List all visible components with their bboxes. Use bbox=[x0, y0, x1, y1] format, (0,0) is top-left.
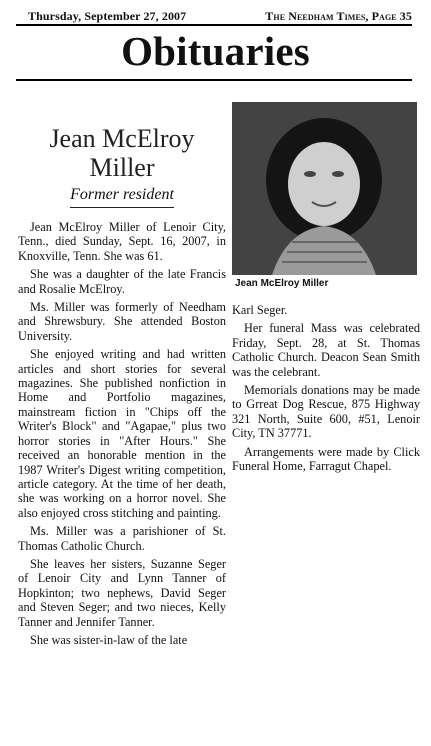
paragraph-continuation: Karl Seger. bbox=[232, 303, 288, 317]
obituary-column-right bbox=[232, 303, 420, 523]
portrait-image bbox=[232, 102, 417, 275]
paragraph: Memorials donations may be made to Grreat Dog Rescue, 875 Highway 321 North, Suite 600, #51, Lenoir City, TN 37771. bbox=[232, 383, 420, 441]
masthead-rule bbox=[16, 24, 412, 26]
paragraph: She leaves her sisters, Suzanne Seger of Lenoir City and Lynn Tanner of Hopkinton; two nephews, David Seger and Steven Seger; and two nieces, Kelly Tanner and Jennifer Tanner. bbox=[18, 556, 226, 629]
paragraph: Ms. Miller was formerly of Needham and Shrewsbury. She attended Boston University. bbox=[18, 300, 226, 343]
paper-name-page: The Needham Times, Page 35 bbox=[265, 9, 412, 23]
masthead bbox=[28, 9, 412, 23]
paragraph: Arrangements were made by Click Funeral Home, Farragut Chapel. bbox=[232, 444, 420, 474]
headline-line-1: Jean McElroy bbox=[49, 124, 195, 153]
paragraph: Ms. Miller was a parishioner of St. Thomas Catholic Church. bbox=[18, 524, 226, 553]
subtitle-rule bbox=[70, 207, 174, 208]
paragraph: She was a daughter of the late Francis and Rosalie McElroy. bbox=[18, 267, 226, 296]
obituary-headline bbox=[18, 124, 226, 182]
paragraph: Jean McElroy Miller of Lenoir City, Tenn., died Sunday, Sept. 16, 2007, in Knoxville, Tenn. She was 61. bbox=[18, 220, 226, 263]
photo-caption: Jean McElroy Miller bbox=[235, 278, 329, 289]
obituary-column-left bbox=[18, 220, 226, 746]
obituary-subtitle: Former resident bbox=[70, 186, 174, 203]
paragraph: She enjoyed writing and had written articles and short stories for several magazines. She published nonfiction in Home and Portfolio magazines, mainstream fiction in "Chips off the Writer's Block" and "Agapae," plus two horror stories in "After Hours." She received an honorable mention in the 1987 Writer's Digest writing competition, article category. At the time of her death, she was working on a horror novel. She also enjoyed cross stitching and painting. bbox=[18, 347, 226, 520]
issue-date: Thursday, September 27, 2007 bbox=[28, 9, 187, 23]
paragraph: She was sister-in-law of the late bbox=[30, 632, 188, 647]
section-rule bbox=[16, 79, 412, 81]
paragraph: Her funeral Mass was celebrated Friday, Sept. 28, at St. Thomas Catholic Church. Deacon Sean Smith was the celebrant. bbox=[232, 321, 420, 379]
portrait-photo bbox=[232, 102, 417, 275]
section-title: Obituaries bbox=[121, 28, 310, 74]
headline-line-2: Miller bbox=[89, 153, 155, 182]
